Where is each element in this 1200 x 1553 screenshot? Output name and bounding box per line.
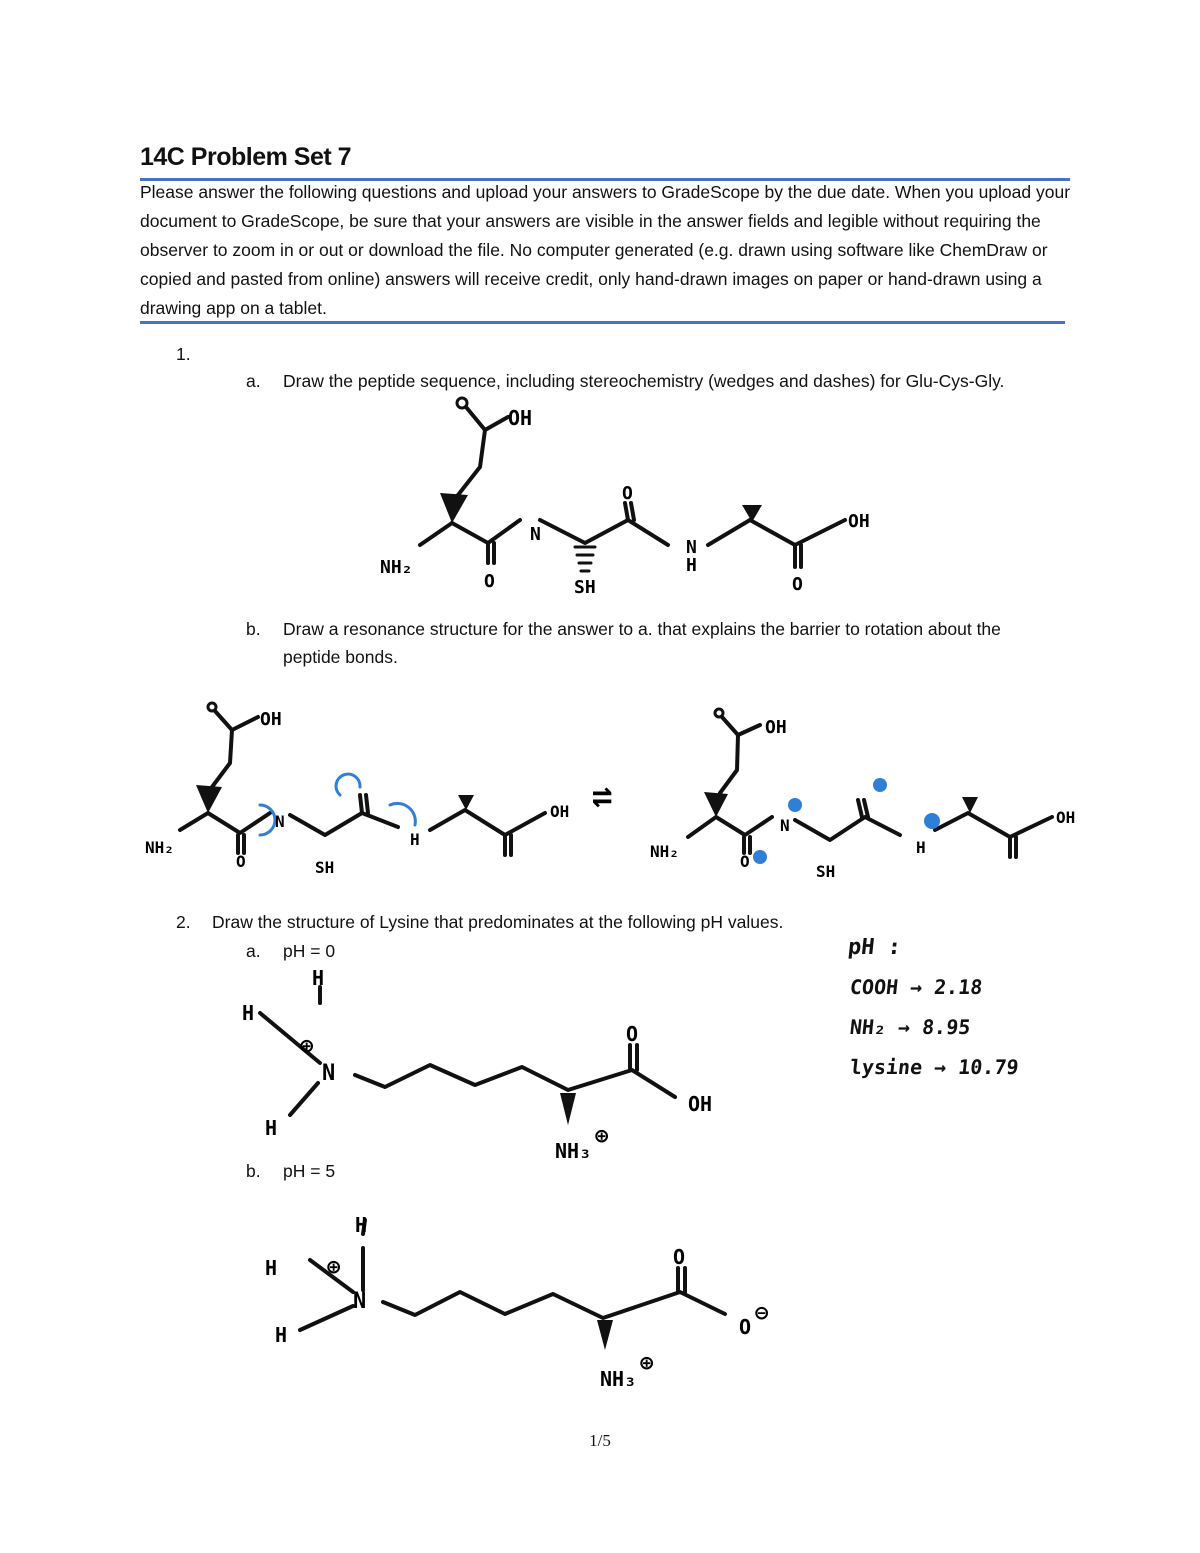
- question-1a-text: Draw the peptide sequence, including stereochemistry (wedges and dashes) for Glu-Cys-Gly.: [283, 371, 1005, 391]
- question-1a-marker: a.: [246, 371, 261, 391]
- resonance-sh-label-left: SH: [315, 858, 335, 877]
- resonance-structures-drawing: [140, 695, 1080, 895]
- instructions-divider: [140, 321, 1065, 324]
- question-1b-text: Draw a resonance structure for the answer to a. that explains the barrier to rotation about the peptide bonds.: [283, 619, 1001, 667]
- resonance-nh2-label-left: NH₂: [145, 838, 174, 857]
- lysine-ph5-nh3-plus: ⊕: [640, 1351, 654, 1376]
- lysine-ph0-o-label: O: [626, 1022, 639, 1046]
- resonance-h-label-left: H: [410, 830, 420, 849]
- pka-note-nh2: NH₂ → 8.95: [848, 1015, 972, 1039]
- lysine-ph5-h-label-3: H: [275, 1323, 288, 1347]
- lysine-ph5-n-label: N: [353, 1289, 367, 1314]
- resonance-o-label-right: O: [740, 852, 750, 871]
- peptide-n-label-1: N: [530, 524, 541, 545]
- pka-note-lysine: lysine → 10.79: [848, 1055, 1020, 1079]
- peptide-nh2-label: NH₂: [380, 557, 413, 578]
- question-2a-marker: a.: [246, 941, 261, 961]
- lysine-ph5-h-label-2: H: [355, 1213, 368, 1237]
- lysine-ph0-h-label-3: H: [265, 1116, 278, 1140]
- lysine-ph0-nh3-label: NH₃: [555, 1139, 592, 1163]
- peptide-structure-drawing: [370, 395, 890, 605]
- question-2-text: Draw the structure of Lysine that predominates at the following pH values.: [212, 912, 784, 932]
- lysine-ph0-h-label-2: H: [312, 966, 325, 990]
- instructions-paragraph: Please answer the following questions and upload your answers to GradeScope by the due date. When you upload your document to GradeScope, be sure that your answers are visible in the answer fields and legible without requiring the observer to zoom in or out or download the file. No computer generated (e.g. drawn using software like ChemDraw or copied and pasted from online) answers will receive credit, only hand-drawn images on paper or hand-drawn using a drawing app on a tablet.: [140, 182, 1071, 318]
- question-2-number: 2.: [176, 912, 191, 932]
- resonance-nh2-label-right: NH₂: [650, 842, 679, 861]
- lysine-ph0-drawing: [230, 966, 750, 1175]
- lysine-ph0-oh-label: OH: [688, 1092, 713, 1116]
- pka-notes-heading: pH :: [846, 935, 903, 960]
- peptide-o-label-1: O: [484, 571, 495, 592]
- question-2b-text: pH = 5: [283, 1161, 336, 1181]
- lysine-ph0-h-label-1: H: [242, 1001, 255, 1025]
- resonance-oh-label-right: OH: [765, 717, 787, 738]
- lysine-ph0-n-label: N: [322, 1061, 336, 1086]
- lysine-ph0-plus-charge: ⊕: [300, 1034, 314, 1059]
- resonance-o-label-left: O: [236, 852, 246, 871]
- peptide-o-label-2: O: [622, 483, 633, 504]
- page-title: 14C Problem Set 7: [140, 143, 352, 171]
- resonance-oh-label-left: OH: [260, 709, 282, 730]
- peptide-oh-label-1: OH: [508, 406, 533, 430]
- lysine-ph5-drawing: [255, 1210, 785, 1400]
- lysine-ph5-o-label: O: [673, 1245, 686, 1269]
- pka-note-cooh: COOH → 2.18: [848, 975, 984, 999]
- resonance-n-label-right: N: [780, 816, 790, 835]
- question-1b-marker: b.: [246, 619, 261, 639]
- peptide-o-label-3: O: [792, 574, 803, 595]
- resonance-h-label-right: H: [916, 838, 926, 857]
- lysine-ph5-h-label-1: H: [265, 1256, 278, 1280]
- lysine-ph5-nh3-label: NH₃: [600, 1367, 637, 1391]
- question-2b-marker: b.: [246, 1161, 261, 1181]
- lysine-ph5-minus-charge: ⊖: [755, 1301, 769, 1326]
- peptide-oh-label-2: OH: [848, 511, 870, 532]
- question-2a-text: pH = 0: [283, 941, 336, 961]
- question-1-number: 1.: [176, 344, 191, 364]
- resonance-oh2-label-left: OH: [550, 802, 570, 821]
- peptide-sh-label: SH: [574, 577, 596, 598]
- resonance-oh2-label-right: OH: [1056, 808, 1076, 827]
- lysine-ph0-nh3-plus: ⊕: [595, 1124, 609, 1149]
- equilibrium-arrow: ⇌: [592, 776, 613, 816]
- page-number: 1/5: [589, 1431, 611, 1450]
- peptide-h-label: H: [686, 555, 697, 576]
- lysine-ph5-o-minus-label: O: [739, 1315, 752, 1339]
- resonance-n-label-left: N: [275, 812, 285, 831]
- peptide-n-label-2: N: [686, 537, 697, 558]
- lysine-ph5-plus-charge: ⊕: [327, 1255, 341, 1280]
- resonance-sh-label-right: SH: [816, 862, 836, 881]
